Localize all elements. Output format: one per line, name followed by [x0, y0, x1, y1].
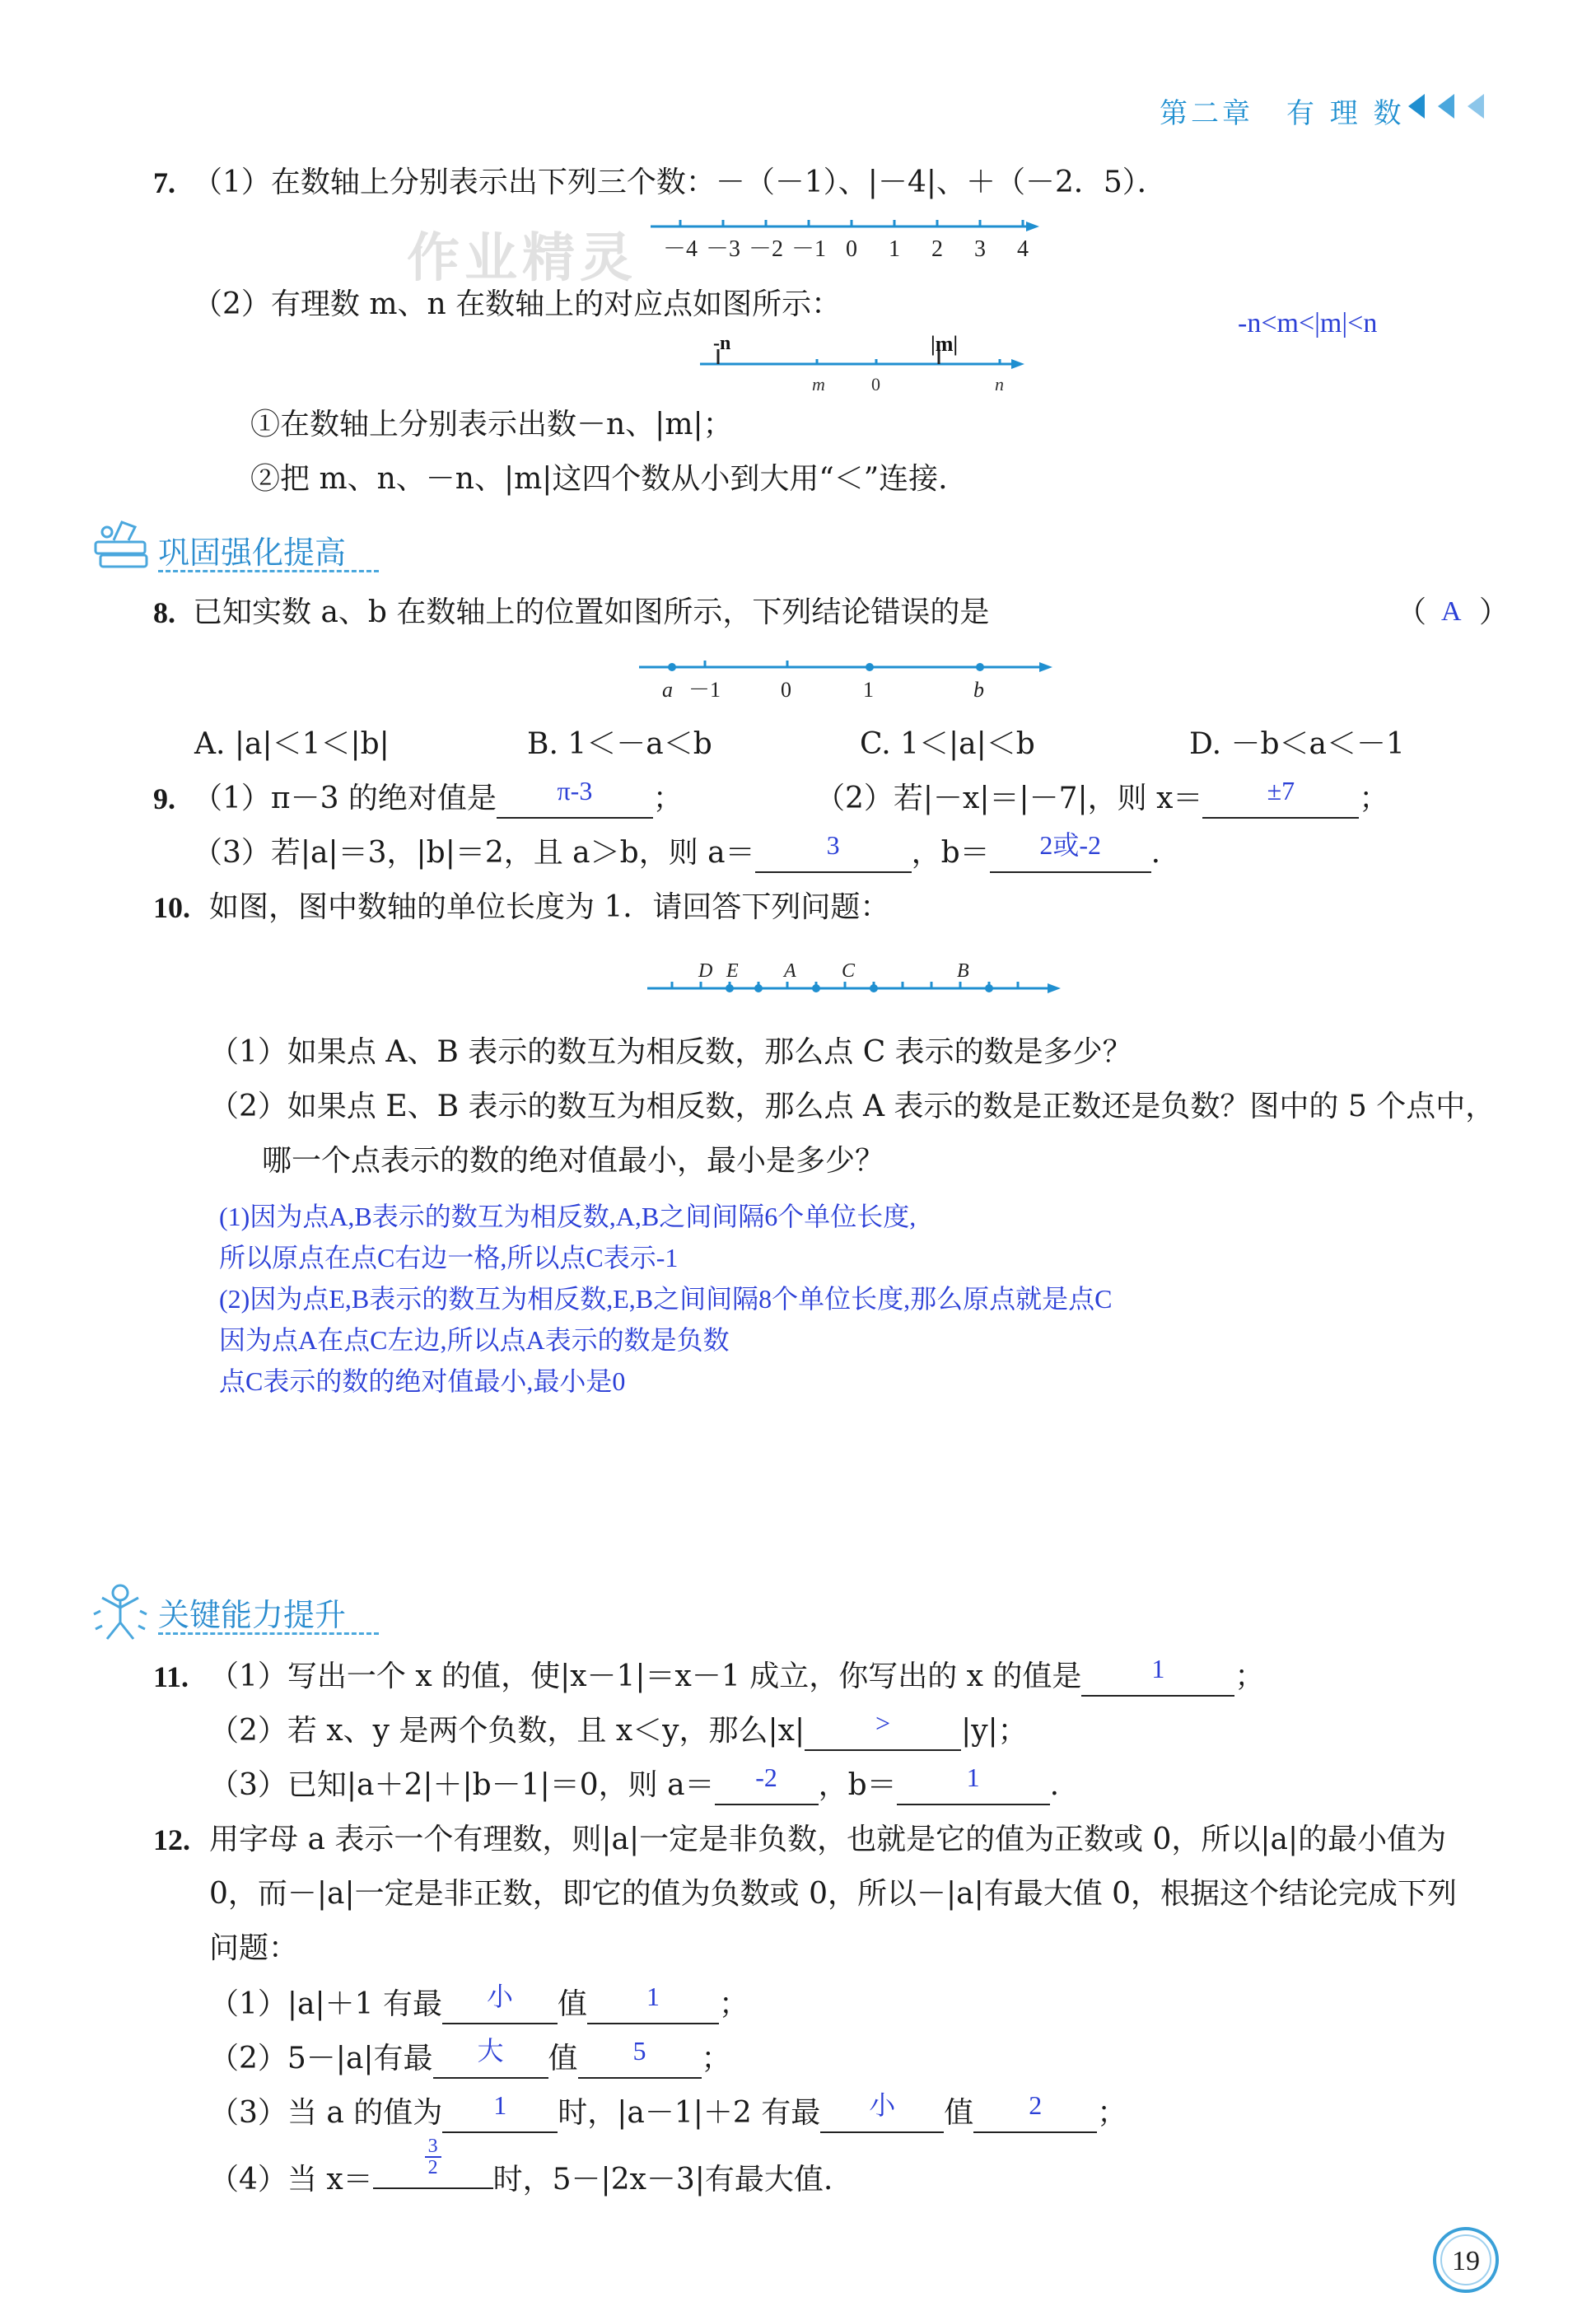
- q9-row1b: [815, 776, 1389, 819]
- q12-blank: [973, 2090, 1097, 2133]
- axis-tick-label: 0: [846, 236, 857, 262]
- q11-answer1: 1: [1151, 1654, 1165, 1683]
- q10-answers: [219, 1196, 1112, 1402]
- q12-sub3: [209, 2090, 1127, 2133]
- point-A: [812, 984, 820, 992]
- q12-sub4-text: （4）当 x＝: [209, 2163, 373, 2197]
- q12-blank-fraction: [373, 2136, 493, 2189]
- q10-part2b: 哪一个点表示的数的绝对值最小，最小是多少？: [262, 1144, 885, 1178]
- q11-blank4: [897, 1762, 1050, 1805]
- label-one: 1: [863, 678, 874, 702]
- label-abs-m: |m|: [931, 332, 959, 356]
- q12-blank: [578, 2036, 702, 2079]
- q12-blank: [442, 1982, 558, 2024]
- q8-bracket-close: ）: [1479, 595, 1510, 629]
- q12-sub3-text: （3）当 a 的值为: [209, 2096, 443, 2130]
- axis-tick-label: 4: [1017, 236, 1029, 262]
- q8-text: 已知实数 a、b 在数轴上的位置如图所示，下列结论错误的是: [193, 595, 990, 629]
- axis-arrow-icon: [1039, 662, 1052, 672]
- q9-part2: （2）若|－x|＝|－7|，则 x＝: [815, 782, 1203, 815]
- q12-sub1: [209, 1982, 749, 2024]
- q12-answer: 1: [493, 2090, 507, 2120]
- q7-number: 7.: [153, 166, 175, 199]
- chapter-label: 第二章: [1160, 97, 1253, 130]
- q9-answer2: ±7: [1267, 776, 1295, 805]
- q9-part1: （1）π－3 的绝对值是: [193, 782, 497, 815]
- q10-answer-line: 所以原点在点C右边一格,所以点C表示-1: [219, 1243, 679, 1272]
- label-zero: 0: [871, 374, 880, 395]
- label-neg-n: -n: [713, 333, 731, 354]
- page-number-badge: [1430, 2224, 1502, 2296]
- header-arrows-icon: [1407, 92, 1497, 120]
- q11-row1: [209, 1654, 1265, 1697]
- q8-answer: A: [1441, 596, 1462, 627]
- q10-answer-line: (1)因为点A,B表示的数互为相反数,A,B之间间隔6个单位长度,: [219, 1202, 917, 1231]
- q10-answer-line: 点C表示的数的绝对值最小,最小是0: [219, 1366, 626, 1396]
- q12-sub2-value-label: 值: [548, 2042, 578, 2075]
- point-a: [668, 663, 676, 671]
- q12-answer: 1: [646, 1982, 660, 2011]
- q7-number-line-2: [700, 331, 1029, 397]
- q11-number: 11.: [153, 1660, 189, 1693]
- q12-sub3-value-label: 值: [944, 2096, 974, 2130]
- q8-bracket-open: （: [1397, 595, 1427, 629]
- axis-arrow-icon: [1048, 983, 1061, 993]
- axis-arrow-icon: [1011, 359, 1024, 369]
- q12-sub2: [209, 2036, 731, 2079]
- axis-tick-label: －4: [662, 236, 698, 262]
- q9-answer1: π-3: [557, 776, 593, 805]
- q11-part2: （2）若 x、y 是两个负数，且 x＜y，那么|x|: [209, 1714, 805, 1748]
- q11-row3: [209, 1762, 1060, 1805]
- q12-blank: [433, 2036, 548, 2079]
- q10-answer-line: (2)因为点E,B表示的数互为相反数,E,B之间间隔8个单位长度,那么原点就是点C: [219, 1284, 1113, 1314]
- q12-sub1-text: （1）|a|＋1 有最: [209, 1987, 442, 2021]
- q10-part1: （1）如果点 A、B 表示的数互为相反数，那么点 C 表示的数是多少？: [209, 1035, 1132, 1069]
- q10-number-line: [647, 954, 1067, 1003]
- axis-tick-label: 3: [974, 236, 986, 262]
- q10-text: 如图，图中数轴的单位长度为 1．请回答下列问题：: [209, 890, 890, 924]
- q10-number: 10.: [153, 891, 190, 924]
- q12-sub3-text-b: 时，|a－1|＋2 有最: [558, 2096, 821, 2130]
- page-number: 19: [1452, 2246, 1480, 2276]
- section-underline: [158, 1632, 379, 1635]
- q12-semicolon: ；: [719, 1987, 749, 2021]
- fraction-numerator: 3: [425, 2136, 441, 2158]
- q9-number: 9.: [153, 782, 175, 815]
- q12-fraction: [373, 2136, 493, 2178]
- q11-row2: [209, 1708, 1028, 1751]
- q12-blank: [820, 2090, 944, 2133]
- q9-row2: [193, 830, 1161, 873]
- label-neg1: －1: [688, 678, 721, 702]
- q8-number-line: [639, 652, 1059, 710]
- q9-blank1: [497, 776, 653, 819]
- chapter-title: 有 理 数: [1286, 97, 1405, 130]
- figure-icon: [89, 1581, 155, 1644]
- q7-sub2: ②把 m、n、－n、|m|这四个数从小到大用“＜”连接.: [250, 462, 948, 496]
- q9-row1: [193, 776, 683, 819]
- q12-sub1-value-label: 值: [557, 1987, 587, 2021]
- books-icon: [89, 517, 155, 575]
- q11-part3: （3）已知|a＋2|＋|b－1|＝0，则 a＝: [209, 1768, 715, 1802]
- q11-part1: （1）写出一个 x 的值，使|x－1|＝x－1 成立，你写出的 x 的值是: [209, 1660, 1082, 1693]
- q12-sub4: [209, 2136, 833, 2198]
- label-B: B: [957, 960, 969, 982]
- q9-blank4: [990, 830, 1151, 873]
- point-E: [754, 984, 763, 992]
- q12-sub2-text: （2）5－|a|有最: [209, 2042, 433, 2075]
- q8-option-d: D. －b＜a＜－1: [1189, 727, 1405, 761]
- q9-semicolon2: ；: [1359, 782, 1389, 815]
- point-one: [866, 663, 874, 671]
- q12-answer: 小: [869, 2090, 896, 2120]
- q7-sub1: ①在数轴上分别表示出数－n、|m|；: [250, 408, 733, 441]
- q9-answer4: 2或-2: [1039, 830, 1101, 860]
- q12-answer: 大: [477, 2036, 504, 2066]
- label-b: b: [973, 678, 984, 702]
- axis-tick-label: 1: [889, 236, 900, 262]
- q7-part2: （2）有理数 m、n 在数轴上的对应点如图所示：: [193, 287, 842, 321]
- watermark: 作业精灵: [407, 228, 637, 289]
- q12-answer: 2: [1029, 2090, 1043, 2120]
- q12-semicolon: ；: [1097, 2096, 1127, 2130]
- q11-part3b: ，b＝: [818, 1768, 897, 1802]
- q11-blank2: [805, 1708, 961, 1751]
- fraction-denominator: 2: [427, 2157, 438, 2178]
- q11-answer2: >: [875, 1708, 891, 1738]
- q8-option-c: C. 1＜|a|＜b: [860, 727, 1035, 761]
- q9-part3: （3）若|a|＝3，|b|＝2，且 a＞b，则 a＝: [193, 836, 755, 870]
- axis-tick-label: 2: [931, 236, 943, 262]
- q7-answer: -n<m<|m|<n: [1238, 308, 1378, 338]
- label-a: a: [662, 678, 673, 702]
- label-zero: 0: [781, 678, 791, 702]
- q8-option-a: A. |a|＜1＜|b|: [194, 727, 390, 761]
- q12-answer: 小: [486, 1982, 513, 2011]
- q12-line1: 用字母 a 表示一个有理数，则|a|一定是非负数，也就是它的值为正数或 0，所以|a|的最小值为: [209, 1823, 1447, 1856]
- q7-part1: （1）在数轴上分别表示出下列三个数：－（－1）、|－4|、＋（－2．5）．: [193, 166, 1167, 199]
- q11-part2b: |y|；: [961, 1714, 1028, 1748]
- axis-tick-label: －2: [748, 236, 784, 262]
- point-D: [726, 984, 734, 992]
- q9-answer3: 3: [826, 830, 840, 860]
- q11-period: .: [1049, 1768, 1060, 1802]
- q12-blank: [442, 2090, 558, 2133]
- q12-line3: 问题：: [209, 1931, 299, 1965]
- q9-blank3: [755, 830, 912, 873]
- point-B: [985, 984, 993, 992]
- q8-option-b: B. 1＜－a＜b: [527, 727, 712, 761]
- axis-tick-label: －1: [791, 236, 827, 262]
- q12-semicolon: ；: [701, 2042, 731, 2075]
- q11-answer3: -2: [755, 1762, 777, 1792]
- q11-semicolon1: ；: [1234, 1660, 1265, 1693]
- q12-number: 12.: [153, 1823, 190, 1856]
- point-b: [976, 663, 984, 671]
- q8-number: 8.: [153, 596, 175, 629]
- section-underline: [158, 570, 379, 572]
- q9-blank2: [1202, 776, 1359, 819]
- axis-tick-label: －3: [705, 236, 741, 262]
- q12-line2: 0，而－|a|一定是非正数，即它的值为负数或 0，所以－|a|有最大值 0，根据这个结论完成下列: [209, 1877, 1458, 1911]
- q10-part2: （2）如果点 E、B 表示的数互为相反数，那么点 A 表示的数是正数还是负数？图中的 5 个点中，: [209, 1090, 1496, 1123]
- q11-answer4: 1: [966, 1762, 980, 1792]
- q12-blank: [587, 1982, 719, 2024]
- q11-blank1: [1081, 1654, 1234, 1697]
- q9-period: .: [1150, 836, 1161, 870]
- label-m: m: [812, 374, 825, 395]
- q10-answer-line: 因为点A在点C左边,所以点A表示的数是负数: [219, 1325, 730, 1355]
- axis-arrow-icon: [1026, 222, 1039, 231]
- q12-sub4-text-b: 时，5－|2x－3|有最大值.: [492, 2163, 833, 2197]
- q11-blank3: [715, 1762, 819, 1805]
- q12-answer: 5: [632, 2036, 646, 2066]
- label-D: D: [698, 960, 713, 982]
- q9-semicolon1: ；: [652, 782, 683, 815]
- label-n: n: [995, 374, 1004, 395]
- section-title-key-ability: 关键能力提升: [158, 1597, 347, 1633]
- q7-number-line-1: [651, 210, 1046, 268]
- label-A: A: [784, 960, 796, 982]
- label-C: C: [842, 960, 856, 982]
- section-title-consolidate: 巩固强化提高: [158, 535, 347, 571]
- point-C: [870, 984, 878, 992]
- q9-part3b: ，b＝: [911, 836, 990, 870]
- label-E: E: [726, 960, 739, 982]
